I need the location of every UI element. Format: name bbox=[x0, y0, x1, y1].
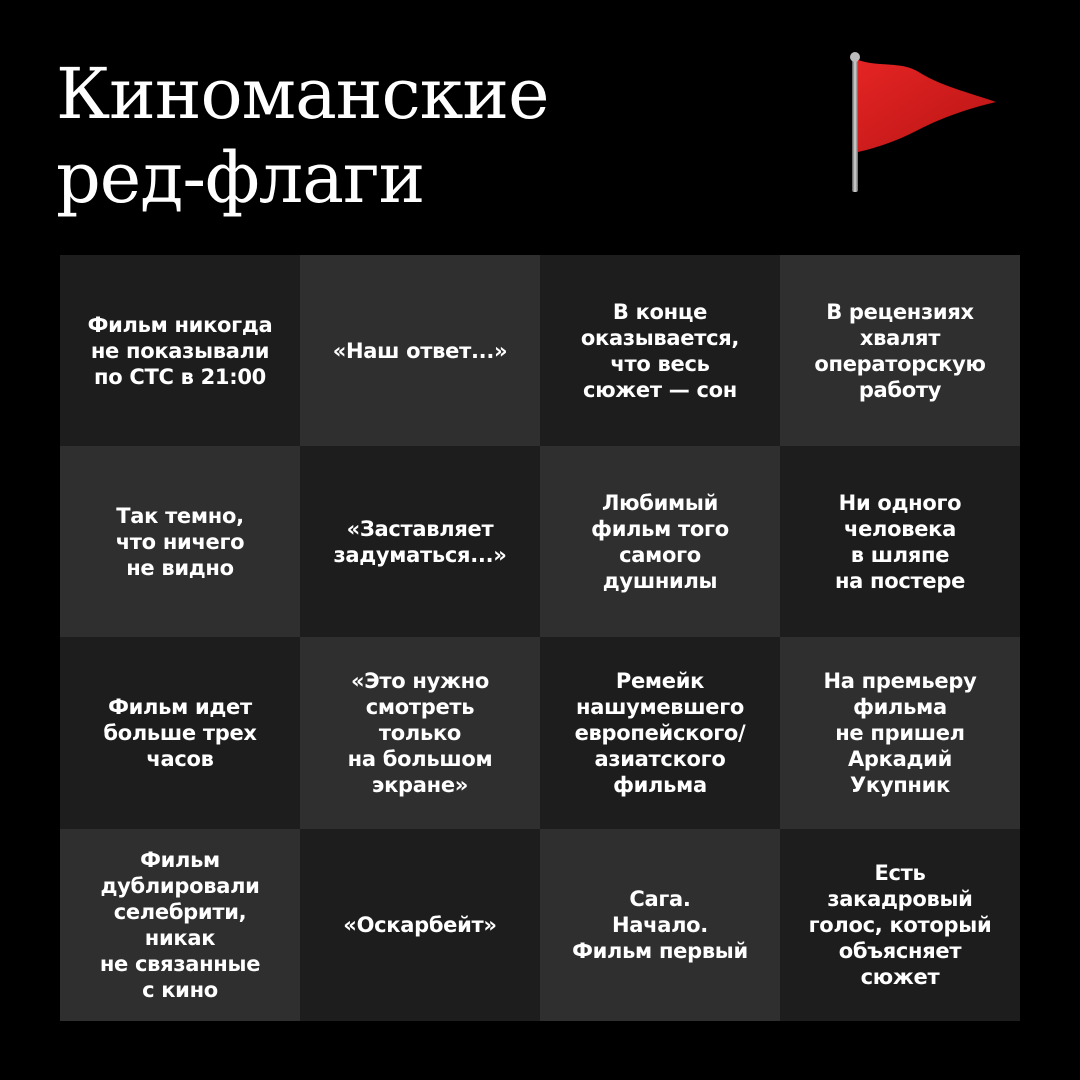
grid-cell bbox=[540, 829, 780, 1021]
grid-cell bbox=[540, 446, 780, 637]
grid-cell bbox=[60, 446, 300, 637]
title-line-2: ред-флаги bbox=[56, 137, 425, 219]
grid-cell bbox=[60, 829, 300, 1021]
cell-text: В конце оказывается, что весь сюжет — сон bbox=[580, 299, 740, 402]
cell-text: Есть закадровый голос, который объясняет сюжет bbox=[808, 861, 992, 989]
cell-text: Фильм идет больше трех часов bbox=[103, 695, 257, 771]
cell-text: Любимый фильм того самого душнилы bbox=[591, 490, 729, 593]
flag-cloth bbox=[858, 60, 996, 152]
grid-cell bbox=[60, 255, 300, 446]
cell-text: «Наш ответ...» bbox=[332, 338, 508, 363]
grid-cell bbox=[300, 637, 540, 829]
cell-text: Так темно, что ничего не видно bbox=[115, 503, 245, 580]
page-title bbox=[56, 52, 549, 220]
cell-text: «Это нужно смотреть только на большом экране» bbox=[347, 669, 493, 797]
grid-cell bbox=[300, 829, 540, 1021]
grid-cell bbox=[780, 637, 1020, 829]
grid-cell bbox=[780, 255, 1020, 446]
title-line-1: Киноманские bbox=[56, 53, 549, 135]
cell-text: Ни одного человека в шляпе на постере bbox=[834, 490, 966, 593]
grid-cell bbox=[300, 446, 540, 637]
bingo-grid bbox=[60, 255, 1020, 1021]
cell-text: Фильм дублировали селебрити, никак не связанные с кино bbox=[99, 848, 261, 1002]
grid-cell bbox=[60, 637, 300, 829]
grid-cell bbox=[780, 446, 1020, 637]
red-flag-icon bbox=[842, 48, 1002, 198]
cell-text: В рецензиях хвалят операторскую работу bbox=[814, 299, 986, 402]
grid-cell bbox=[780, 829, 1020, 1021]
cell-text: На премьеру фильма не пришел Аркадий Укупник bbox=[823, 669, 977, 797]
flag-pole bbox=[852, 56, 858, 192]
red-flag-svg bbox=[842, 48, 1002, 198]
cell-text: Сага. Начало. Фильм первый bbox=[572, 887, 748, 963]
grid-cell bbox=[540, 255, 780, 446]
grid-cell bbox=[300, 255, 540, 446]
grid-cell bbox=[540, 637, 780, 829]
cell-text: «Оскарбейт» bbox=[343, 913, 497, 937]
cell-text: «Заставляет задуматься...» bbox=[333, 516, 507, 567]
cell-text: Ремейк нашумевшего европейского/ азиатского фильма bbox=[574, 669, 746, 797]
cell-text: Фильм никогда не показывали по СТС в 21:00 bbox=[87, 312, 273, 389]
